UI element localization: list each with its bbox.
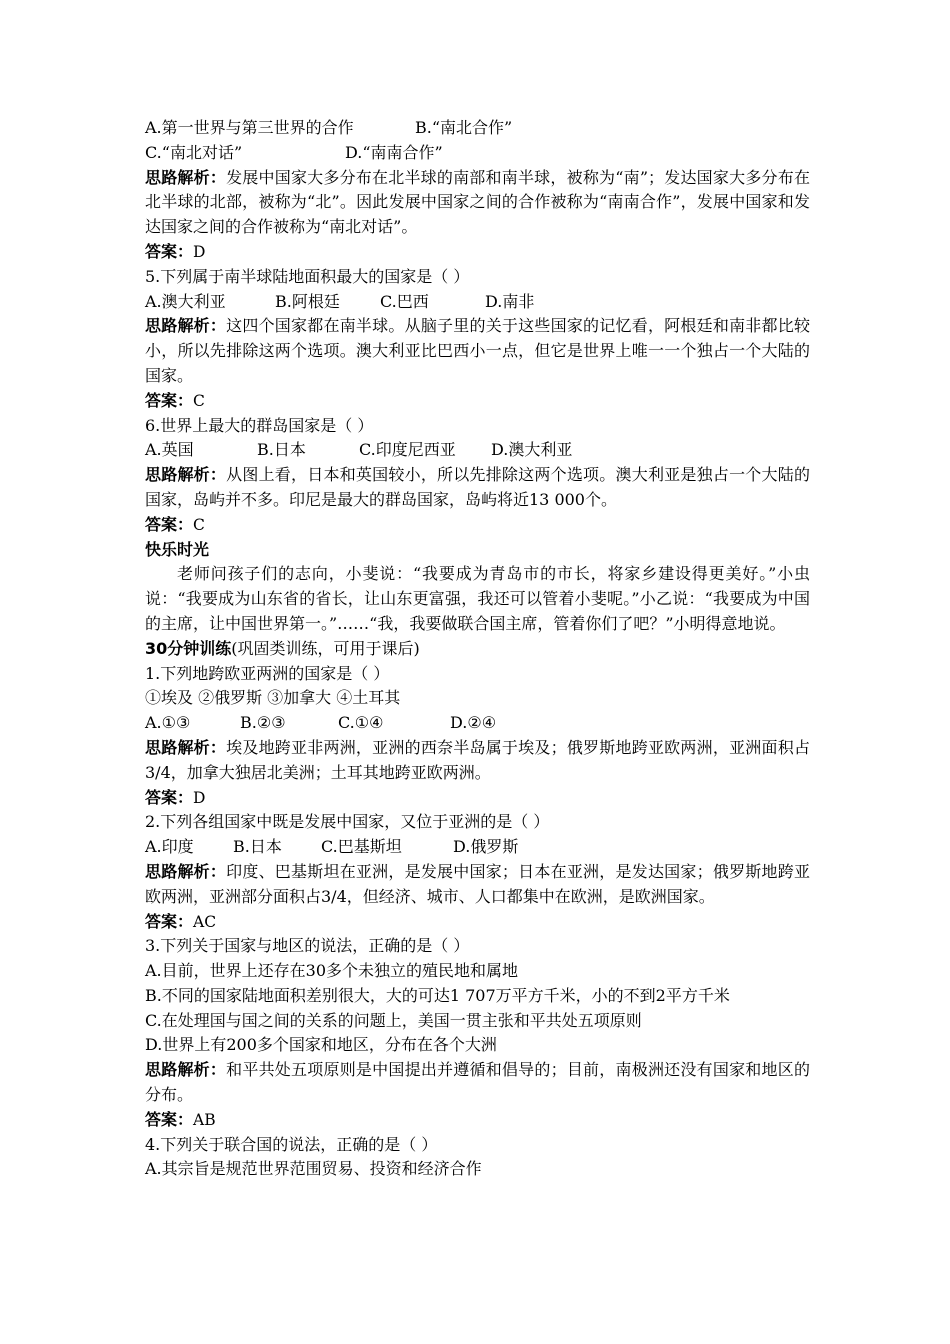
answer <box>145 786 810 811</box>
option-b: B.日本 <box>233 837 282 857</box>
answer-label: 答案： <box>145 241 194 261</box>
answer-label: 答案： <box>145 1109 194 1129</box>
question-items: ①埃及 ②俄罗斯 ③加拿大 ④土耳其 <box>145 688 401 708</box>
analysis <box>145 860 810 910</box>
analysis-label: 思路解析： <box>145 167 227 187</box>
analysis-text: 埃及地跨亚非两洲，亚洲的西奈半岛属于埃及；俄罗斯地跨亚欧两洲，亚洲面积占3/4，加拿大独居北美洲；土耳其地跨亚欧两洲。 <box>145 737 810 782</box>
options-row <box>145 835 810 860</box>
option-b: B.“南北合作” <box>415 118 513 137</box>
option-a: A.英国 <box>145 440 194 460</box>
section-title: 30分钟训练 <box>145 638 232 658</box>
analysis <box>145 1058 810 1108</box>
answer <box>145 389 810 414</box>
options-row <box>145 438 810 463</box>
question: 3.下列关于国家与地区的说法，正确的是（ ） <box>145 936 470 956</box>
analysis <box>145 463 810 513</box>
analysis-label: 思路解析： <box>145 1060 227 1080</box>
section-subtitle: (巩固类训练，可用于课后) <box>231 638 420 658</box>
answer <box>145 1108 810 1133</box>
answer-label: 答案： <box>145 911 194 931</box>
story-text: 老师问孩子们的志向，小斐说：“我要成为青岛市的市长，将家乡建设得更美好。”小虫说：“我要成为山东省的省长，让山东更富强，我还可以管着小斐呢。”小乙说：“我要成为中国的主席，让中国世界第一。”……“我，我要做联合国主席，管着你们了吧？”小明得意地说。 <box>145 564 810 633</box>
option-b: B.②③ <box>240 713 286 733</box>
option-a: A.①③ <box>145 713 191 733</box>
answer-label: 答案： <box>145 787 194 807</box>
option-d: D.澳大利亚 <box>491 440 573 460</box>
option-b: B.阿根廷 <box>275 291 340 311</box>
analysis-text: 从图上看，日本和英国较小，所以先排除这两个选项。澳大利亚是独占一个大陆的国家，岛屿并不多。印尼是最大的群岛国家，岛屿将近13 000个。 <box>145 465 810 509</box>
analysis <box>145 736 810 786</box>
analysis-text: 和平共处五项原则是中国提出并遵循和倡导的；目前，南极洲还没有国家和地区的分布。 <box>145 1060 810 1105</box>
option-c: C.在处理国与国之间的关系的问题上，美国一贯主张和平共处五项原则 <box>145 1010 642 1030</box>
options-row <box>145 711 810 736</box>
analysis-text: 印度、巴基斯坦在亚洲，是发展中国家；日本在亚洲，是发达国家；俄罗斯地跨亚欧两洲，亚洲部分面积占3/4，但经济、城市、人口都集中在欧洲，是欧洲国家。 <box>145 861 810 906</box>
options-row <box>145 290 810 315</box>
answer-value: AC <box>193 912 217 931</box>
answer-value: C <box>193 391 205 410</box>
question: 5.下列属于南半球陆地面积最大的国家是（ ） <box>145 266 470 286</box>
analysis-label: 思路解析： <box>145 737 227 757</box>
option-d: D.②④ <box>450 713 497 733</box>
question: 4.下列关于联合国的说法，正确的是（ ） <box>145 1134 438 1154</box>
option-c: C.“南北对话” <box>145 142 243 162</box>
answer-label: 答案： <box>145 390 194 410</box>
question: 1.下列地跨欧亚两洲的国家是（ ） <box>145 663 390 683</box>
analysis-text: 这四个国家都在南半球。从脑子里的关于这些国家的记忆看，阿根廷和南非都比较小，所以先排除这两个选项。澳大利亚比巴西小一点，但它是世界上唯一一个独占一个大陆的国家。 <box>145 316 810 385</box>
option-d: D.“南南合作” <box>345 142 443 162</box>
analysis-label: 思路解析： <box>145 465 227 485</box>
option-b: B.不同的国家陆地面积差别很大，大的可达1 707万平方千米，小的不到2平方千米 <box>145 985 730 1005</box>
option-c: C.①④ <box>338 713 384 733</box>
analysis-label: 思路解析： <box>145 316 227 336</box>
analysis <box>145 166 810 240</box>
answer-value: AB <box>193 1110 216 1129</box>
options-row <box>145 116 810 141</box>
option-d: D.俄罗斯 <box>453 837 519 857</box>
option-b: B.日本 <box>257 440 306 460</box>
answer <box>145 513 810 538</box>
answer-value: D <box>193 788 206 807</box>
option-d: D.世界上有200多个国家和地区，分布在各个大洲 <box>145 1035 497 1055</box>
option-a: A.其宗旨是规范世界范围贸易、投资和经济合作 <box>145 1159 482 1179</box>
option-a: A.印度 <box>145 837 194 857</box>
analysis-label: 思路解析： <box>145 861 227 881</box>
option-c: C.巴基斯坦 <box>321 837 402 857</box>
answer-value: D <box>193 242 206 261</box>
option-a: A.澳大利亚 <box>145 291 226 311</box>
question: 2.下列各组国家中既是发展中国家，又位于亚洲的是（ ） <box>145 812 550 832</box>
section-heading <box>145 637 810 662</box>
option-a: A.目前，世界上还存在30多个未独立的殖民地和属地 <box>145 961 519 981</box>
answer <box>145 240 810 265</box>
analysis-text: 发展中国家大多分布在北半球的南部和南半球，被称为“南”；发达国家大多分布在北半球的北部，被称为“北”。因此发展中国家之间的合作被称为“南南合作”，发展中国家和发达国家之间的合作被称为“南北对话”。 <box>145 167 810 237</box>
options-row <box>145 141 810 166</box>
option-c: C.巴西 <box>380 291 429 311</box>
option-d: D.南非 <box>485 291 535 311</box>
document-page <box>145 116 810 1182</box>
answer-value: C <box>193 515 205 534</box>
answer <box>145 910 810 935</box>
answer-label: 答案： <box>145 514 194 534</box>
question: 6.世界上最大的群岛国家是（ ） <box>145 415 374 435</box>
section-title: 快乐时光 <box>145 539 210 559</box>
analysis <box>145 314 810 388</box>
option-c: C.印度尼西亚 <box>359 440 456 460</box>
option-a: A.第一世界与第三世界的合作 <box>145 118 354 137</box>
